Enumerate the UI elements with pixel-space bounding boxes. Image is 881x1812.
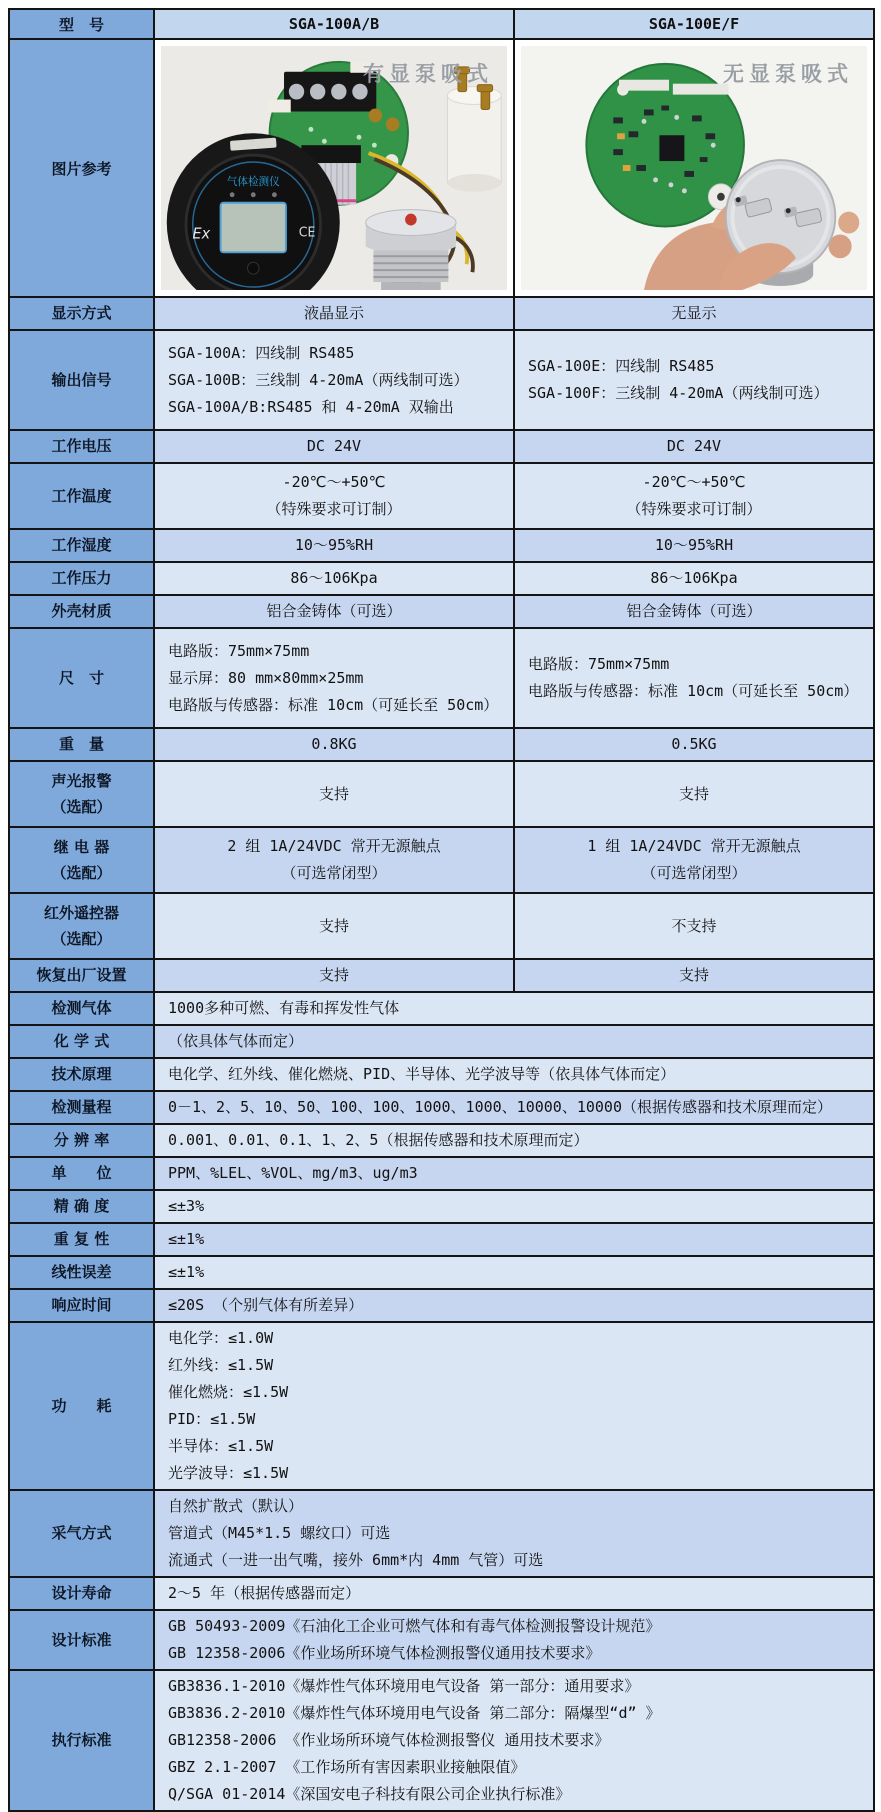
spec-value-line: （特殊要求可订制）	[626, 500, 762, 518]
spec-row	[9, 1670, 874, 1811]
row-label	[9, 761, 154, 827]
spec-value-line: ≤±1%	[168, 1263, 205, 1281]
spec-value-line: 自然扩散式（默认）	[168, 1497, 304, 1515]
row-label-line: 线性误差	[51, 1263, 112, 1282]
spec-value-line: 0－1、2、5、10、50、100、100、1000、1000、10000、10000（根据传感器和技术原理而定）	[168, 1098, 832, 1116]
row-label	[9, 297, 154, 330]
ce-mark: CE	[298, 224, 316, 240]
spec-value-line: SGA-100A/B:RS485 和 4-20mA 双输出	[168, 397, 454, 416]
spec-value-line: SGA-100A：四线制 RS485	[168, 343, 355, 362]
row-label-line: （选配）	[51, 930, 112, 948]
spec-value-line: 显示屏：80 mm×80mm×25mm	[168, 668, 364, 687]
spec-value-cell	[154, 1058, 874, 1091]
photo-cell-left	[154, 39, 514, 297]
row-label	[9, 430, 154, 463]
spec-value-line: -20℃～+50℃	[282, 473, 386, 491]
spec-value-cell	[154, 1670, 874, 1811]
spec-value-cell	[154, 1124, 874, 1157]
spec-row	[9, 1190, 874, 1223]
spec-row	[9, 430, 874, 463]
spec-value-cell	[514, 463, 874, 529]
spec-row	[9, 992, 874, 1025]
row-label-line: 重 复 性	[53, 1230, 110, 1249]
spec-value-line: 1000多种可燃、有毒和挥发性气体	[168, 999, 400, 1017]
row-label-line: 技术原理	[51, 1065, 112, 1084]
lcd-screen	[221, 203, 286, 253]
row-label-line: 显示方式	[51, 304, 112, 323]
spec-value-line: 10～95%RH	[294, 536, 374, 554]
row-label	[9, 529, 154, 562]
spec-value-line: （可选常闭型）	[641, 864, 747, 882]
row-label-line: 恢复出厂设置	[36, 966, 127, 985]
spec-row	[9, 1091, 874, 1124]
row-label-line: 输出信号	[51, 370, 112, 389]
spec-value-line: 0.001、0.01、0.1、1、2、5（根据传感器和技术原理而定）	[168, 1131, 589, 1149]
spec-row	[9, 1157, 874, 1190]
spec-value-line: 光学波导：≤1.5W	[168, 1464, 289, 1482]
spec-value-line: 2～5 年（根据传感器而定）	[168, 1584, 361, 1602]
spec-value-cell	[154, 1577, 874, 1610]
spec-value-line: 电路版：75mm×75mm	[168, 641, 310, 660]
spec-value-cell	[154, 1256, 874, 1289]
spec-value-line: 液晶显示	[303, 304, 364, 322]
spec-row	[9, 330, 874, 430]
spec-value-line: SGA-100E：四线制 RS485	[528, 357, 715, 375]
row-label-line: （选配）	[51, 864, 112, 882]
spec-value-cell	[154, 1190, 874, 1223]
spec-value-cell	[154, 1157, 874, 1190]
row-label-line: 检测量程	[51, 1098, 112, 1117]
spec-value-cell	[154, 1025, 874, 1058]
spec-value-line: 电化学：≤1.0W	[168, 1329, 274, 1347]
photo-row-label: 图片参考	[9, 39, 154, 297]
spec-row	[9, 1223, 874, 1256]
photo-cell-right	[514, 39, 874, 297]
spec-value-line: GB3836.2-2010《爆炸性气体环境用电气设备 第二部分：隔爆型“d” 》	[168, 1704, 661, 1722]
spec-value-cell	[154, 430, 514, 463]
model-b-header: SGA-100E/F	[514, 9, 874, 39]
row-label	[9, 1322, 154, 1490]
photo-row	[9, 39, 874, 297]
spec-value-line: 催化燃烧：≤1.5W	[168, 1383, 289, 1401]
row-label-line: 执行标准	[51, 1731, 112, 1750]
spec-value-line: 无显示	[671, 304, 717, 322]
row-label	[9, 1256, 154, 1289]
row-label	[9, 330, 154, 430]
spec-value-line: SGA-100B：三线制 4-20mA（两线制可选）	[168, 370, 469, 389]
spec-value-line: -20℃～+50℃	[642, 473, 746, 491]
row-label	[9, 827, 154, 893]
spec-value-line: 电化学、红外线、催化燃烧、PID、半导体、光学波导等（依具体气体而定）	[168, 1065, 676, 1083]
row-label	[9, 1577, 154, 1610]
spec-value-line: 86～106Kpa	[290, 569, 378, 587]
row-label	[9, 1025, 154, 1058]
spec-value-line: Q/SGA 01-2014《深国安电子科技有限公司企业执行标准》	[168, 1785, 571, 1803]
spec-value-cell	[154, 1091, 874, 1124]
row-label-line: 工作电压	[51, 437, 112, 456]
pcb-board	[586, 64, 744, 227]
spec-value-cell	[154, 463, 514, 529]
spec-value-cell	[154, 827, 514, 893]
row-label	[9, 728, 154, 761]
spec-value-cell	[514, 628, 874, 728]
row-label-line: 工作温度	[51, 486, 112, 505]
spec-value-line: 支持	[678, 966, 709, 984]
spec-value-line: 0.5KG	[671, 735, 717, 753]
spec-row	[9, 728, 874, 761]
product-photo-no-display	[521, 46, 867, 290]
spec-value-cell	[154, 992, 874, 1025]
spec-value-cell	[514, 297, 874, 330]
spec-value-line: 2 组 1A/24VDC 常开无源触点	[227, 837, 441, 855]
row-label	[9, 1490, 154, 1577]
spec-value-line: 86～106Kpa	[650, 569, 738, 587]
photo-caption-left: 有显泵吸式	[363, 62, 493, 86]
row-label-line: 工作压力	[51, 569, 112, 588]
spec-value-line: 不支持	[671, 916, 717, 935]
spec-row	[9, 1490, 874, 1577]
row-label	[9, 959, 154, 992]
spec-row	[9, 595, 874, 628]
spec-value-line: PID：≤1.5W	[168, 1410, 256, 1428]
spec-row	[9, 827, 874, 893]
spec-row	[9, 1256, 874, 1289]
product-photo-with-display	[161, 46, 507, 290]
header-row	[9, 9, 874, 39]
spec-value-line: SGA-100F：三线制 4-20mA（两线制可选）	[528, 384, 829, 402]
row-label	[9, 992, 154, 1025]
spec-value-line: GB 50493-2009《石油化工企业可燃气体和有毒气体检测报警设计规范》	[168, 1617, 661, 1635]
row-label-line: 功 耗	[51, 1396, 112, 1415]
spec-value-line: 电路版：75mm×75mm	[528, 655, 670, 673]
spec-value-cell	[514, 562, 874, 595]
spec-value-cell	[154, 761, 514, 827]
spec-row	[9, 1124, 874, 1157]
spec-value-cell	[514, 595, 874, 628]
row-label-line: 工作湿度	[51, 536, 112, 555]
spec-value-cell	[154, 1490, 874, 1577]
row-label-line: 声光报警	[51, 771, 112, 790]
spec-row	[9, 1058, 874, 1091]
spec-value-line: GB 12358-2006《作业场所环境气体检测报警仪通用技术要求》	[168, 1644, 601, 1662]
spec-value-cell	[514, 529, 874, 562]
lcd-brand-text: 气体检测仪	[226, 174, 280, 188]
spec-value-line: （可选常闭型）	[281, 864, 387, 882]
row-label-line: 尺 寸	[58, 668, 104, 687]
spec-value-cell	[154, 529, 514, 562]
spec-value-line: GB12358-2006 《作业场所环境气体检测报警仪 通用技术要求》	[168, 1731, 610, 1749]
spec-value-line: 1 组 1A/24VDC 常开无源触点	[587, 837, 801, 855]
spec-value-cell	[514, 728, 874, 761]
spec-row	[9, 1025, 874, 1058]
row-label-line: 设计寿命	[51, 1584, 112, 1603]
row-label-line: （选配）	[51, 798, 112, 816]
spec-value-cell	[154, 562, 514, 595]
spec-value-line: DC 24V	[306, 437, 362, 455]
spec-value-cell	[154, 728, 514, 761]
ex-mark: Ex	[192, 225, 211, 243]
row-label-line: 响应时间	[51, 1296, 112, 1315]
spec-row	[9, 1322, 874, 1490]
spec-value-line: 支持	[318, 784, 349, 803]
spec-value-line: 支持	[318, 966, 349, 984]
spec-value-cell	[154, 1610, 874, 1670]
spec-value-line: 电路版与传感器：标准 10cm（可延长至 50cm）	[168, 695, 499, 714]
spec-value-line: GB3836.1-2010《爆炸性气体环境用电气设备 第一部分：通用要求》	[168, 1677, 640, 1695]
metal-sensor	[366, 210, 456, 290]
spec-value-line: 支持	[318, 916, 349, 935]
row-label	[9, 1289, 154, 1322]
spec-value-line: 电路版与传感器：标准 10cm（可延长至 50cm）	[528, 682, 859, 700]
spec-value-cell	[154, 1289, 874, 1322]
spec-value-cell	[154, 959, 514, 992]
spec-value-line: ≤20S （个别气体有所差异）	[168, 1296, 364, 1314]
spec-row	[9, 628, 874, 728]
spec-value-cell	[154, 893, 514, 959]
row-label	[9, 595, 154, 628]
spec-row	[9, 463, 874, 529]
photo-caption-right: 无显泵吸式	[723, 62, 853, 86]
spec-row	[9, 297, 874, 330]
spec-value-line: 流通式（一进一出气嘴，接外 6mm*内 4mm 气管）可选	[168, 1551, 544, 1569]
spec-value-line: （依具体气体而定）	[168, 1032, 304, 1050]
row-label	[9, 1610, 154, 1670]
spec-value-cell	[154, 1223, 874, 1256]
row-label-line: 红外遥控器	[43, 903, 119, 922]
spec-value-cell	[514, 430, 874, 463]
spec-value-cell	[514, 761, 874, 827]
spec-value-line: PPM、%LEL、%VOL、mg/m3、ug/m3	[168, 1164, 418, 1182]
spec-value-cell	[154, 628, 514, 728]
row-label	[9, 1670, 154, 1811]
spec-row	[9, 893, 874, 959]
row-label-line: 化 学 式	[53, 1032, 110, 1051]
row-label-line: 继 电 器	[53, 837, 110, 856]
row-label-line: 设计标准	[51, 1630, 112, 1649]
spec-value-line: 支持	[678, 784, 709, 803]
spec-value-cell	[514, 893, 874, 959]
spec-value-cell	[514, 827, 874, 893]
spec-value-line: （特殊要求可订制）	[266, 500, 402, 518]
spec-value-cell	[154, 1322, 874, 1490]
spec-value-cell	[154, 595, 514, 628]
spec-value-line: 10～95%RH	[654, 536, 734, 554]
spec-value-line: 管道式（M45*1.5 螺纹口）可选	[168, 1524, 391, 1542]
row-label	[9, 1124, 154, 1157]
spec-table	[8, 8, 875, 1812]
model-a-header: SGA-100A/B	[154, 9, 514, 39]
row-label	[9, 1058, 154, 1091]
spec-row	[9, 761, 874, 827]
row-label	[9, 562, 154, 595]
row-label-line: 精 确 度	[53, 1197, 110, 1216]
row-label-line: 分 辨 率	[53, 1131, 110, 1150]
spec-row	[9, 1610, 874, 1670]
spec-rows-body	[9, 297, 874, 1811]
spec-value-line: ≤±1%	[168, 1230, 205, 1248]
spec-value-line: 红外线：≤1.5W	[168, 1356, 274, 1374]
spec-value-cell	[154, 330, 514, 430]
spec-row	[9, 959, 874, 992]
spec-row	[9, 529, 874, 562]
spec-value-cell	[154, 297, 514, 330]
spec-value-line: 铝合金铸体（可选）	[626, 602, 762, 620]
row-label-line: 采气方式	[51, 1524, 112, 1543]
spec-row	[9, 562, 874, 595]
spec-value-line: 0.8KG	[311, 735, 357, 753]
row-label-line: 单 位	[51, 1164, 112, 1183]
spec-value-line: DC 24V	[666, 437, 722, 455]
spec-value-line: 铝合金铸体（可选）	[266, 602, 402, 620]
model-header-label: 型 号	[9, 9, 154, 39]
spec-row	[9, 1577, 874, 1610]
row-label	[9, 628, 154, 728]
row-label-line: 重 量	[58, 735, 104, 754]
row-label-line: 外壳材质	[51, 602, 112, 621]
row-label	[9, 1091, 154, 1124]
spec-value-cell	[514, 959, 874, 992]
row-label	[9, 1223, 154, 1256]
row-label-line: 检测气体	[51, 999, 112, 1018]
spec-value-line: GBZ 2.1-2007 《工作场所有害因素职业接触限值》	[168, 1758, 526, 1776]
spec-value-line: ≤±3%	[168, 1197, 205, 1215]
spec-value-line: 半导体：≤1.5W	[168, 1437, 274, 1455]
row-label	[9, 893, 154, 959]
spec-row	[9, 1289, 874, 1322]
row-label	[9, 1157, 154, 1190]
row-label	[9, 463, 154, 529]
row-label	[9, 1190, 154, 1223]
spec-value-cell	[514, 330, 874, 430]
